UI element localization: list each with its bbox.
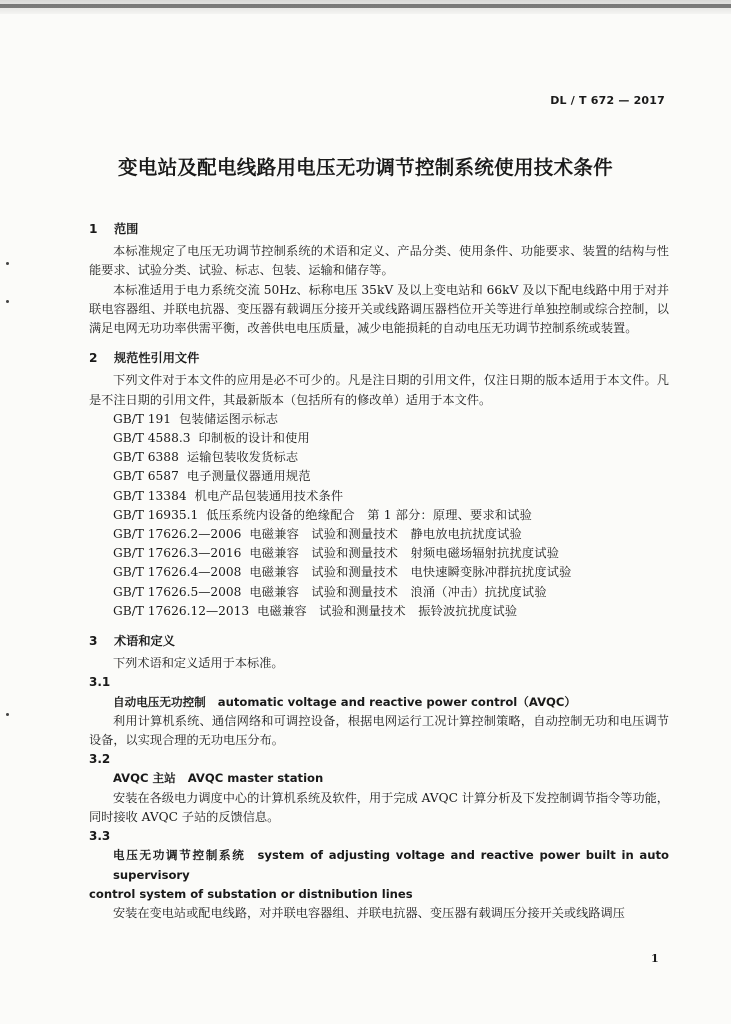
terms-intro: 下列术语和定义适用于本标准。: [113, 656, 284, 671]
term-heading: [89, 846, 669, 884]
reference-code: GB/T 17626.4—2008: [113, 565, 242, 580]
term-number: 3.3: [89, 829, 111, 844]
term-definition: 利用计算机系统、通信网络和可调控设备，根据电网运行工况计算控制策略，自动控制无功和电压调节设备，以实现合理的无功电压分布。: [89, 713, 669, 748]
section-number: 3: [89, 634, 98, 649]
term-number: 3.1: [89, 675, 111, 690]
term-english: system of adjusting voltage and reactive power built in auto supervisory: [113, 848, 669, 882]
term-heading: [89, 769, 669, 788]
term-heading: [89, 693, 669, 712]
reference-title: 印制板的设计和使用: [198, 431, 310, 446]
margin-dot: [6, 713, 9, 716]
section-number: 1: [89, 222, 98, 236]
term-chinese: 电压无功调节控制系统: [113, 848, 246, 863]
section-title: 范围: [114, 222, 139, 236]
reference-list: [89, 410, 669, 621]
section-title: 术语和定义: [114, 634, 175, 649]
reference-item: [89, 602, 669, 621]
document-title: 变电站及配电线路用电压无功调节控制系统使用技术条件: [117, 156, 613, 179]
term-definition: 安装在变电站或配电线路，对并联电容器组、并联电抗器、变压器有载调压分接开关或线路调压: [113, 905, 625, 920]
reference-title: 低压系统内设备的绝缘配合 第 1 部分：原理、要求和试验: [206, 507, 532, 522]
reference-title: 电磁兼容 试验和测量技术 电快速瞬变脉冲群抗扰度试验: [249, 565, 572, 580]
reference-code: GB/T 6587: [113, 469, 179, 484]
section-title: 规范性引用文件: [114, 351, 200, 366]
scope-paragraph-1: 本标准规定了电压无功调节控制系统的术语和定义、产品分类、使用条件、功能要求、装置的结构与性能要求、试验分类、试验、标志、包装、运输和储存等。: [89, 244, 669, 278]
margin-dot: [6, 300, 9, 303]
reference-code: GB/T 17626.5—2008: [113, 584, 242, 599]
reference-code: GB/T 17626.3—2016: [113, 546, 242, 561]
reference-item: [89, 467, 669, 486]
reference-title: 电子测量仪器通用规范: [186, 469, 311, 484]
reference-title: 电磁兼容 试验和测量技术 振铃波抗扰度试验: [257, 603, 518, 618]
reference-code: GB/T 4588.3: [113, 431, 191, 446]
term-number: 3.2: [89, 752, 111, 767]
section-heading-terms: [89, 632, 669, 651]
reference-item: [89, 487, 669, 506]
reference-item: [89, 583, 669, 602]
section-number: 2: [89, 351, 98, 366]
reference-code: GB/T 17626.2—2006: [113, 527, 242, 542]
margin-dot: [6, 262, 9, 265]
reference-code: GB/T 6388: [113, 450, 179, 465]
reference-code: GB/T 16935.1: [113, 507, 199, 522]
reference-title: 电磁兼容 试验和测量技术 静电放电抗扰度试验: [249, 527, 522, 542]
reference-code: GB/T 13384: [113, 488, 187, 503]
reference-item: [89, 448, 669, 467]
reference-code: GB/T 17626.12—2013: [113, 603, 250, 618]
reference-title: 包装储运图示标志: [179, 411, 279, 426]
reference-title: 机电产品包装通用技术条件: [194, 488, 344, 503]
standard-code-header: DL / T 672 — 2017: [550, 94, 665, 107]
document-body: [89, 220, 669, 923]
reference-code: GB/T 191: [113, 411, 172, 426]
term-english: AVQC master station: [187, 771, 324, 786]
page-number: 1: [651, 952, 659, 965]
reference-item: [89, 563, 669, 582]
term-chinese: AVQC 主站: [113, 771, 176, 786]
scope-paragraph-2: 本标准适用于电力系统交流 50Hz、标称电压 35kV 及以上变电站和 66kV 及以下配电线路中用于对并联电容器组、并联电抗器、变压器有载调压分接开关或线路调压器档位开关等进行单独控制或综合控制，以满足电网无功功率供需平衡，改善供电电压质量，减少电能损耗的自动电压无功调节控制系统或装置。: [89, 282, 669, 336]
section-heading-scope: [89, 220, 669, 239]
references-intro: 下列文件对于本文件的应用是必不可少的。凡是注日期的引用文件，仅注日期的版本适用于本文件。凡是不注日期的引用文件，其最新版本（包括所有的修改单）适用于本文件。: [89, 373, 669, 407]
reference-title: 电磁兼容 试验和测量技术 射频电磁场辐射抗扰度试验: [249, 546, 560, 561]
reference-item: [89, 544, 669, 563]
reference-item: [89, 506, 669, 525]
section-heading-normative-references: [89, 349, 669, 368]
term-definition: 安装在各级电力调度中心的计算机系统及软件，用于完成 AVQC 计算分析及下发控制调节指令等功能，同时接收 AVQC 子站的反馈信息。: [89, 790, 669, 824]
term-heading-continued: control system of substation or distnibution lines: [89, 886, 413, 901]
term-chinese: 自动电压无功控制: [113, 694, 206, 709]
reference-title: 运输包装收发货标志: [186, 450, 299, 465]
reference-item: [89, 525, 669, 544]
reference-item: [89, 410, 669, 429]
term-english: automatic voltage and reactive power control（AVQC）: [217, 694, 576, 709]
reference-title: 电磁兼容 试验和测量技术 浪涌（冲击）抗扰度试验: [249, 584, 547, 599]
scan-top-line: [0, 4, 731, 8]
reference-item: [89, 429, 669, 448]
